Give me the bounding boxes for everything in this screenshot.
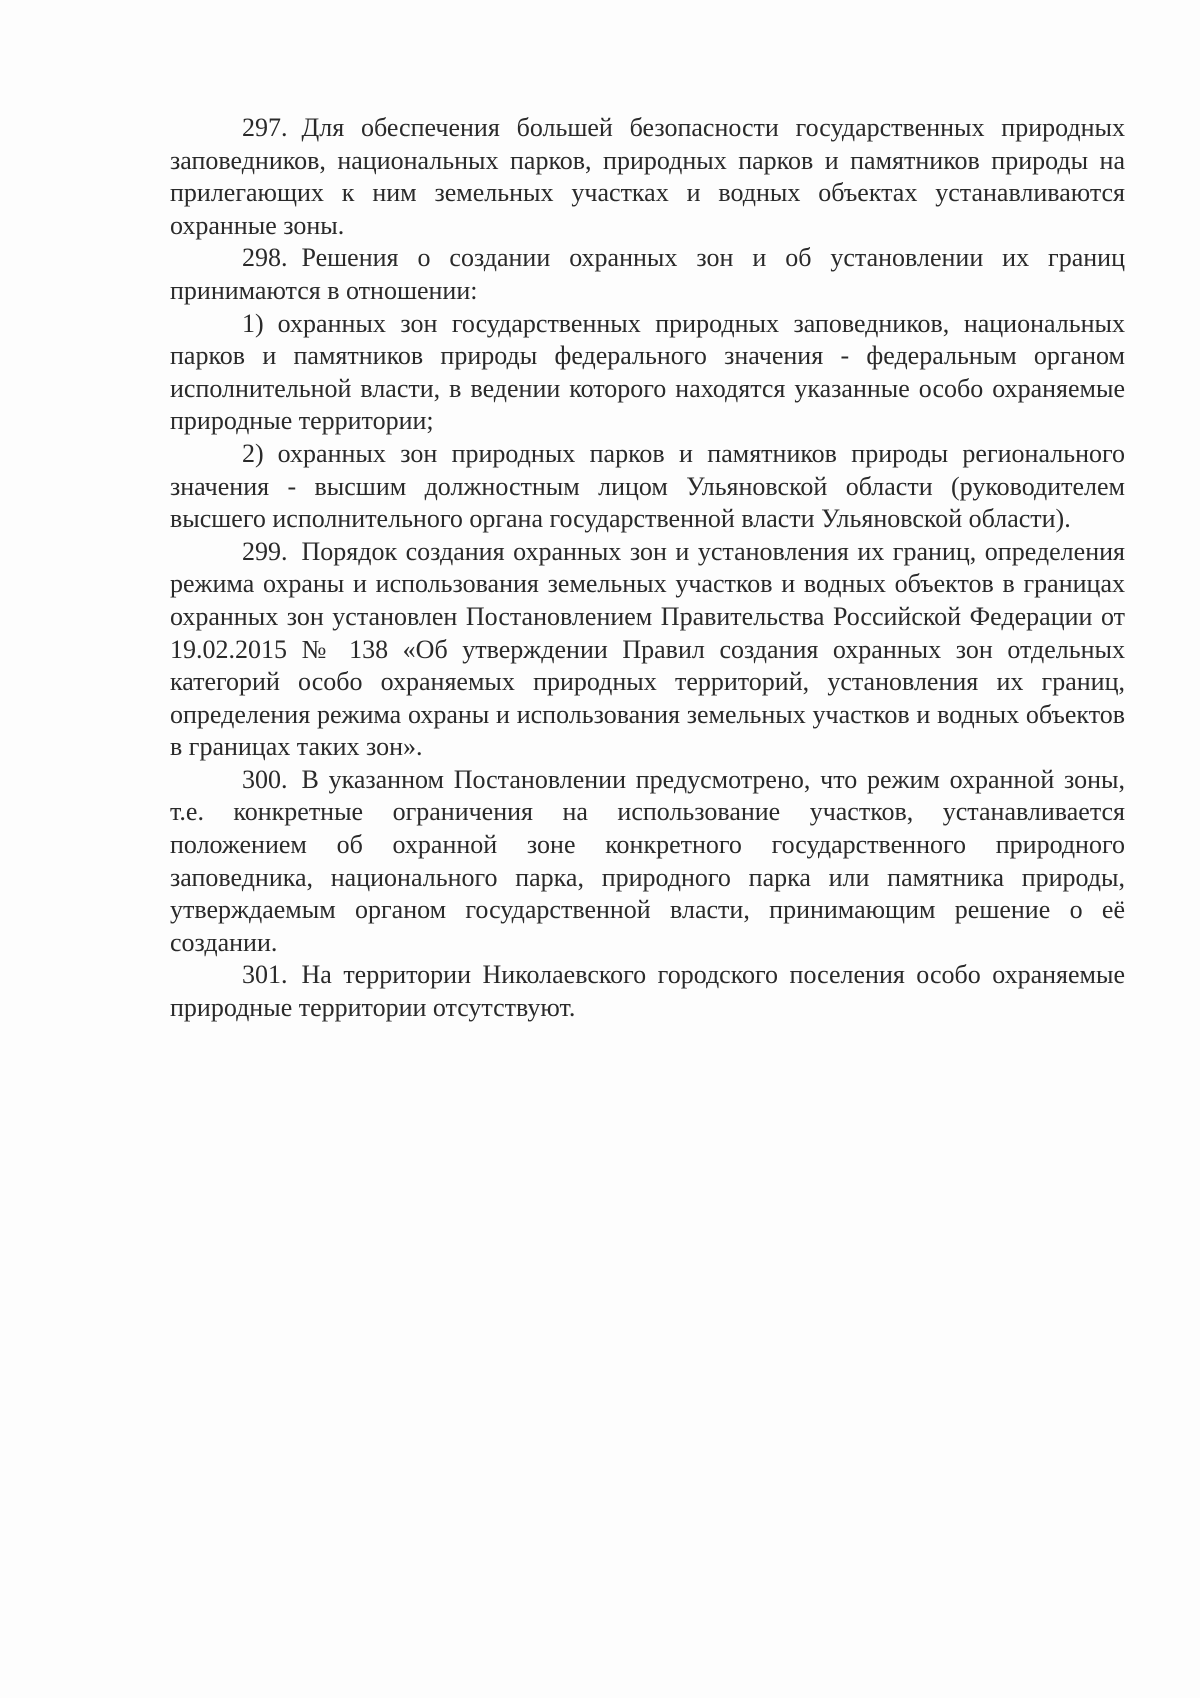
list-item-number: 1) — [242, 308, 264, 338]
paragraph-number: 299. — [242, 536, 288, 566]
paragraph-300 — [170, 764, 1125, 960]
paragraph-number: 297. — [242, 113, 288, 142]
paragraph-299 — [170, 536, 1125, 764]
paragraph-number: 298. — [242, 243, 288, 273]
list-item-2 — [170, 438, 1125, 536]
list-item-text: охранных зон природных парков и памятников природы регионального значения - высшим должностным лицом Ульяновской области (руководителем высшего исполнительного органа государственной власти Ульяновской области). — [170, 438, 1125, 534]
list-item-number: 2) — [242, 438, 264, 468]
list-item-1 — [170, 308, 1125, 438]
paragraph-text: Для обеспечения большей безопасности государственных природных заповедников, национальных парков, природных парков и памятников природы на прилегающих к ним земельных участках и водных объектах устанавливаются охранные зоны. — [170, 113, 1125, 240]
paragraph-298 — [170, 242, 1125, 307]
paragraph-301 — [170, 959, 1125, 1024]
paragraph-297 — [170, 112, 1125, 242]
paragraph-text: В указанном Постановлении предусмотрено, что режим охранной зоны, т.е. конкретные ограничения на использование участков, устанавливается положением об охранной зоне конкретного государственного природного заповедника, национального парка, природного парка или памятника природы, утверждаемым органом государственной власти, принимающим решение о её создании. — [170, 764, 1125, 957]
paragraph-number: 300. — [242, 764, 288, 794]
list-item-text: охранных зон государственных природных заповедников, национальных парков и памятников природы федерального значения - федеральным органом исполнительной власти, в ведении которого находятся указанные особо охраняемые природные территории; — [170, 308, 1125, 436]
paragraph-text: Решения о создании охранных зон и об установлении их границ принимаются в отношении: — [170, 243, 1125, 305]
document-body — [170, 112, 1125, 1025]
paragraph-text: Порядок создания охранных зон и установления их границ, определения режима охраны и использования земельных участков и водных объектов в границах охранных зон установлен Постановлением Правительства Российской Федерации от 19.02.2015 № 138 «Об утверждении Правил создания охранных зон отдельных категорий особо охраняемых природных территорий, установления их границ, определения режима охраны и использования земельных участков и водных объектов в границах таких зон». — [170, 536, 1125, 762]
paragraph-text: На территории Николаевского городского поселения особо охраняемые природные территории отсутствуют. — [170, 960, 1125, 1023]
paragraph-number: 301. — [242, 960, 288, 990]
